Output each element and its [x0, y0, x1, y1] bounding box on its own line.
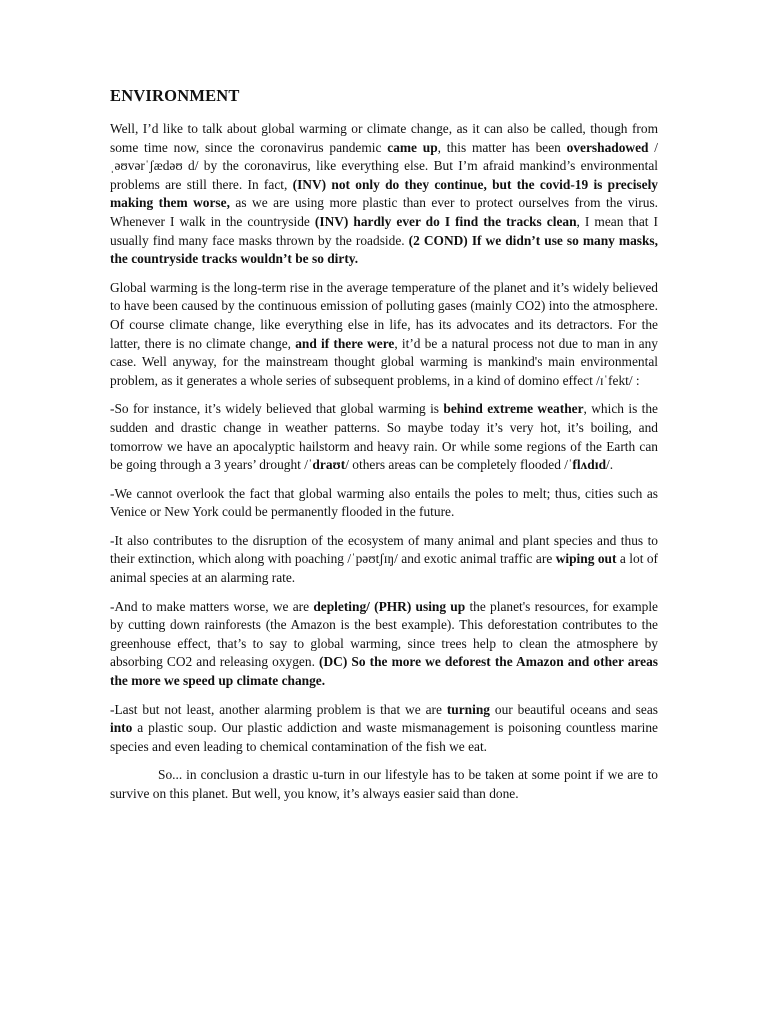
bold-text: came up: [387, 139, 438, 155]
document-page: [110, 86, 658, 814]
bold-text: wiping out: [555, 551, 617, 567]
paragraph: [110, 279, 658, 391]
paragraph: [110, 485, 658, 522]
bold-text: draʊt: [312, 457, 346, 473]
text-run: -So for instance, it’s widely believed that global warming is: [110, 401, 444, 417]
text-run: our beautiful oceans and seas: [490, 701, 658, 717]
text-run: , this matter has been: [437, 139, 567, 155]
text-run: , which is the sudden and drastic change in weather patterns. So maybe today it’s very hot, it’s boiling, and tomorrow we have an apocalyptic hailstorm and heavy rain. Or while some regions of the Earth can be going through a 3 years’ drought /ˈ: [110, 401, 659, 473]
document-title: ENVIRONMENT: [110, 86, 240, 105]
bold-text: turning: [446, 701, 490, 717]
paragraph: [110, 766, 658, 803]
text-run: -And to make matters worse, we are: [110, 598, 314, 614]
text-run: a plastic soup. Our plastic addiction and waste mismanagement is poisoning countless marine species and even leading to chemical contamination of the fish we eat.: [110, 720, 658, 754]
bold-text: into: [110, 720, 133, 736]
text-run: -It also contributes to the disruption of the ecosystem of many animal and plant species and thus to their extinction, which along with poaching /ˈpəʊtʃɪŋ/ and exotic animal traffic are: [110, 532, 658, 567]
text-run: as we are using more plastic than ever to protect ourselves from the virus. Whenever I walk in the countryside: [110, 195, 659, 229]
paragraph: [110, 598, 658, 691]
bold-text: (2 COND) If we didn’t use so many masks, the countryside tracks wouldn’t be so dirty.: [110, 232, 658, 267]
bold-text: (INV) hardly ever do I find the tracks clean: [314, 213, 577, 229]
bold-text: (INV) not only do they continue, but the covid-19 is precisely making them worse,: [110, 176, 658, 211]
paragraph: [110, 120, 658, 269]
document-body: [110, 120, 658, 804]
bold-text: behind extreme weather: [443, 401, 584, 417]
text-run: So... in conclusion a drastic u-turn in our lifestyle has to be taken at some point if we are to survive on this planet. But well, you know, it’s always easier said than done.: [110, 767, 658, 801]
bold-text: flʌdɪd: [572, 457, 607, 473]
bold-text: (DC) So the more we deforest the Amazon and other areas the more we speed up climate change.: [110, 654, 659, 689]
paragraph: [110, 701, 658, 757]
text-run: the planet's resources, for example by cutting down rainforests (the Amazon is the best example). This deforestation contributes to the greenhouse effect, that’s to say to global warming, since trees help to clean the atmosphere by absorbing CO2 and releasing oxygen.: [110, 598, 658, 670]
bold-text: overshadowed: [566, 139, 649, 155]
text-run: /ˌəʊvərˈʃædəʊ d/ by the coronavirus, like everything else. But I’m afraid mankind’s environmental problems are still there. In fact,: [110, 139, 658, 192]
bold-text: depleting/ (PHR) using up: [313, 598, 466, 614]
text-run: a lot of animal species at an alarming rate.: [110, 551, 659, 586]
text-run: / others areas can be completely flooded /ˈ: [345, 457, 573, 473]
text-run: /.: [606, 457, 614, 473]
text-run: , it’d be a natural process not due to man in any case. Well anyway, for the mainstream thought global warming is mankind's main environmental problem, as it generates a whole series of subsequent problems, in a kind of domino effect /ɪˈfekt/ :: [110, 335, 658, 388]
paragraph: [110, 532, 658, 588]
text-run: Global warming is the long-term rise in the average temperature of the planet and it’s widely believed to have been caused by the continuous emission of polluting gases (mainly CO2) into the atmosphere. Of course climate change, like everything else in life, has its advocates and its detractors. For the latter, there is no climate change,: [110, 279, 658, 351]
paragraph: [110, 400, 658, 474]
text-run: -We cannot overlook the fact that global warming also entails the poles to melt; thus, cities such as Venice or New York could be permanently flooded in the future.: [110, 485, 658, 520]
text-run: -Last but not least, another alarming problem is that we are: [110, 701, 447, 717]
text-run: Well, I’d like to talk about global warming or climate change, as it can also be called, though from some time now, since the coronavirus pandemic: [110, 121, 658, 155]
bold-text: and if there were: [295, 335, 395, 351]
text-run: , I mean that I usually find many face masks thrown by the roadside.: [110, 213, 658, 248]
